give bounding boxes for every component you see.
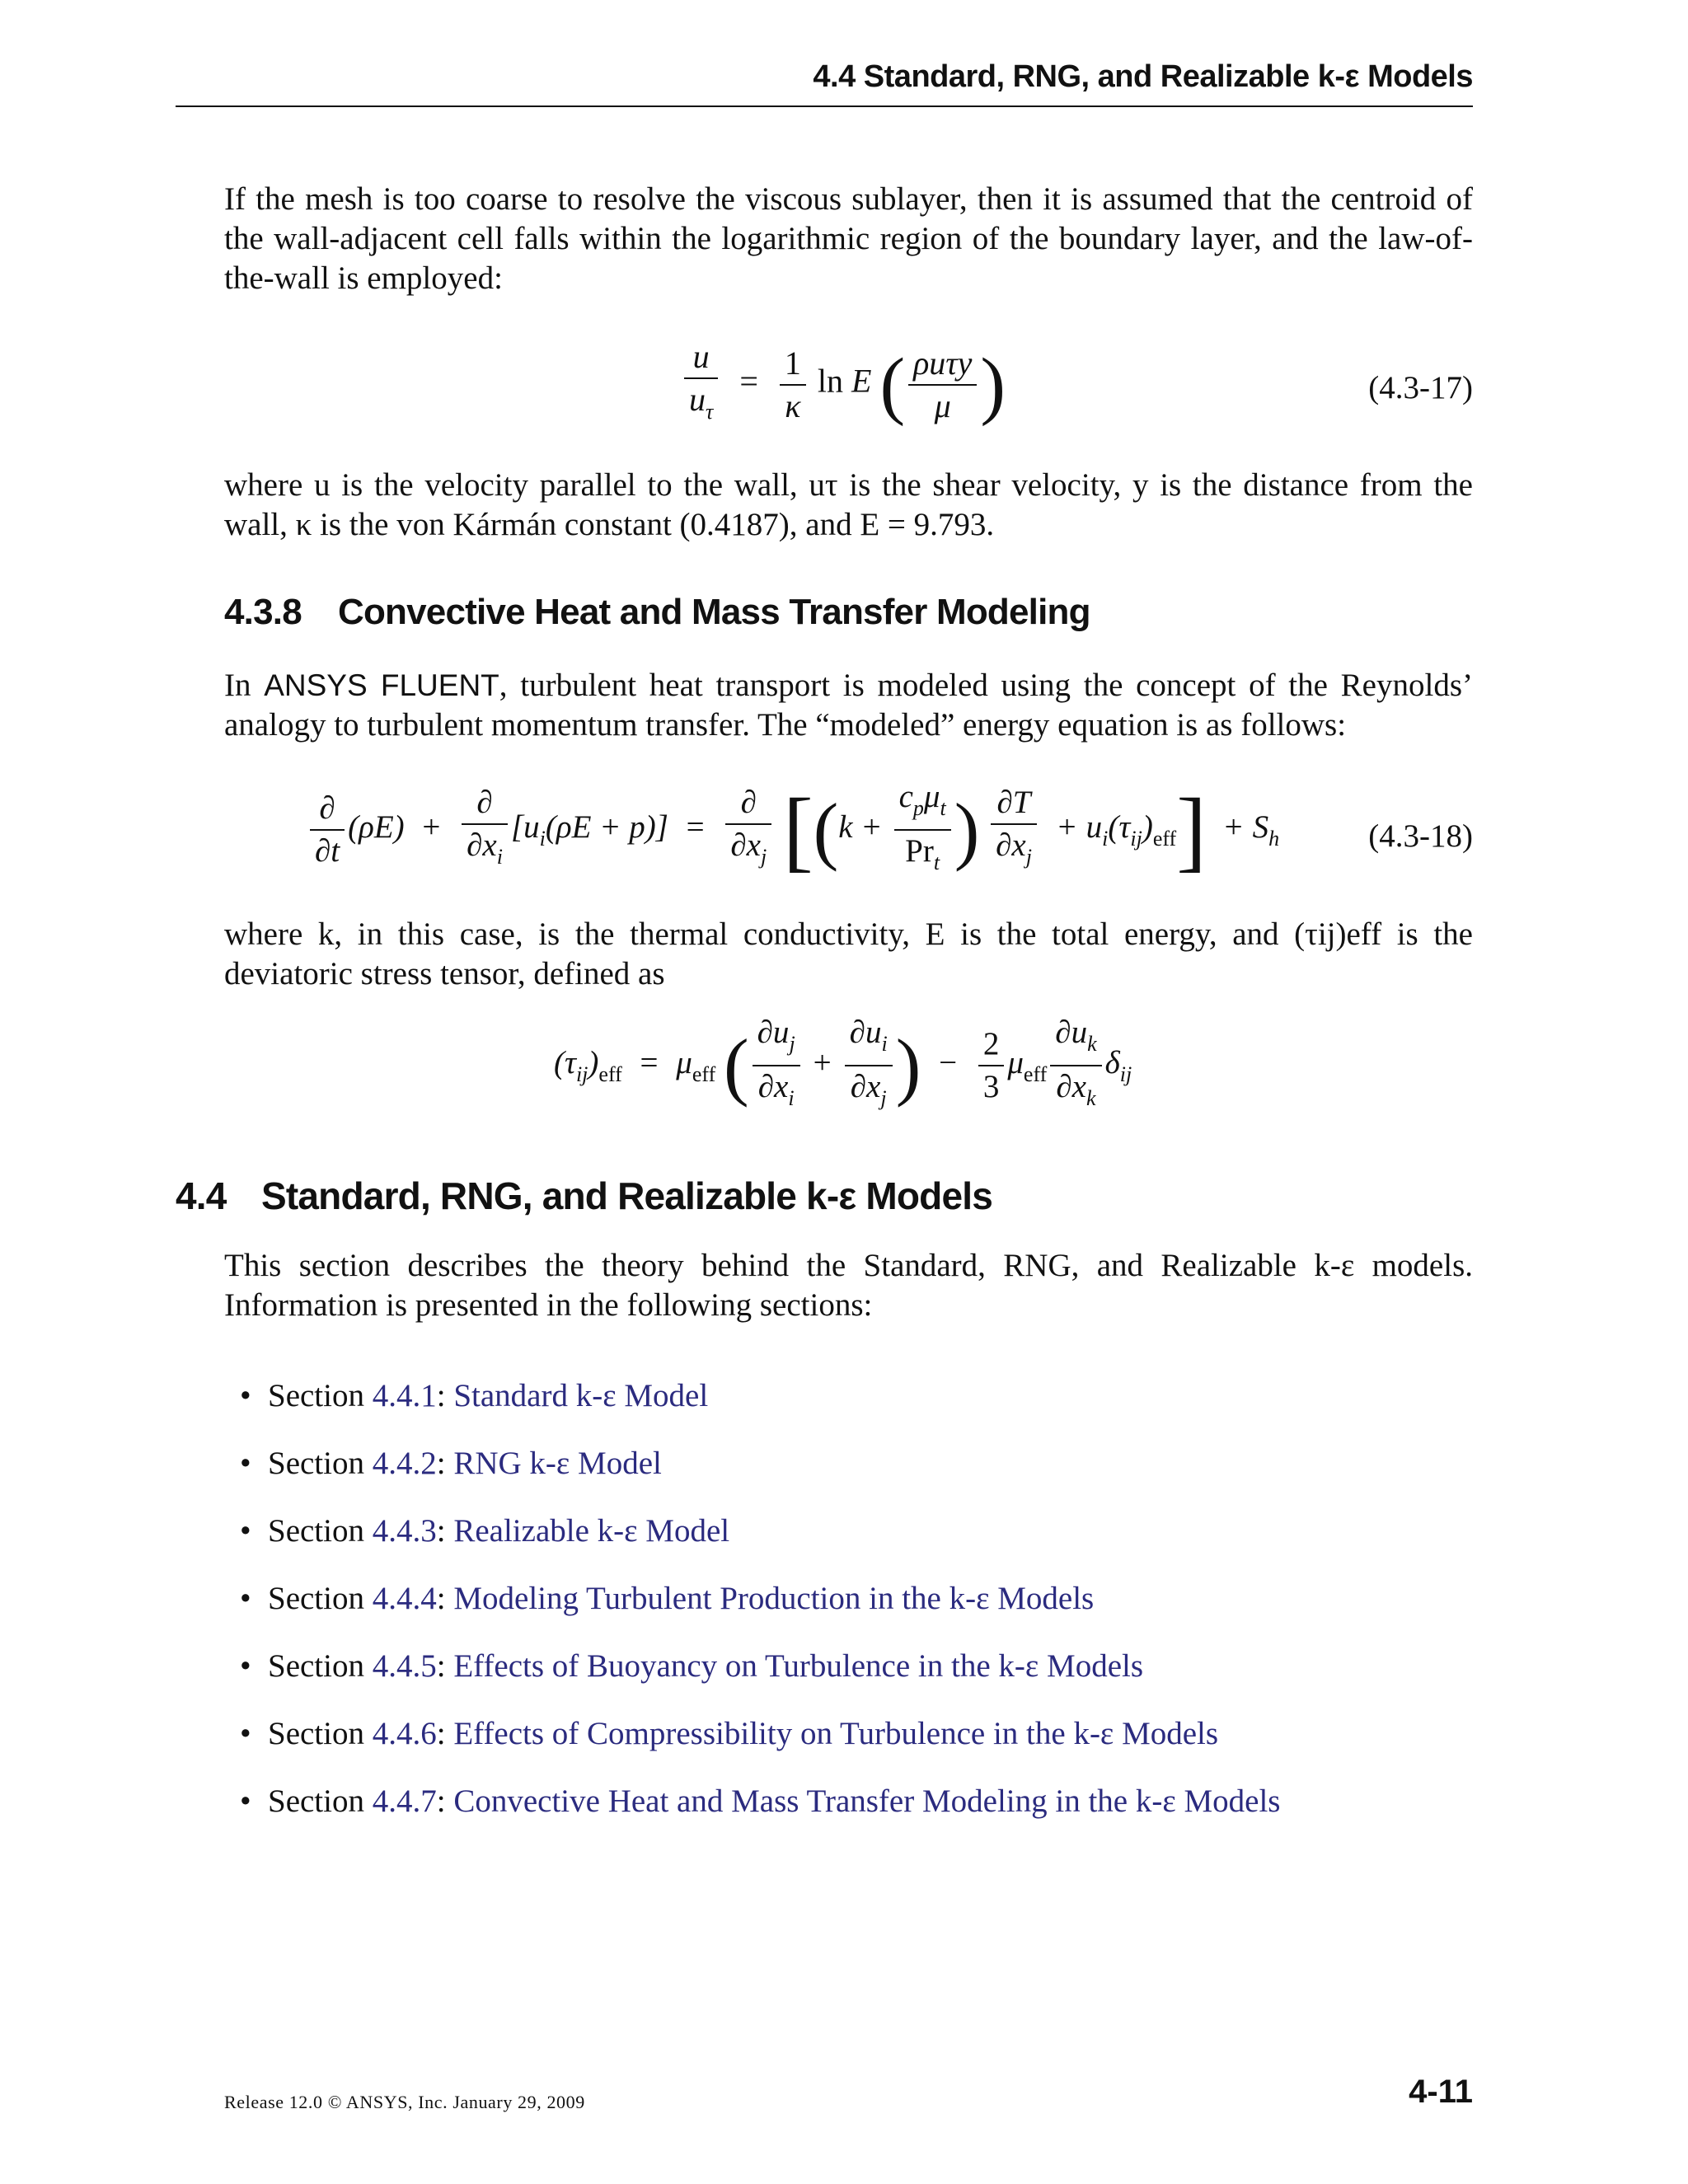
bullet-icon: • bbox=[240, 1716, 251, 1751]
eq1-coefficient-fraction: $\frac{1}{\kappa}$ bbox=[780, 343, 806, 427]
section-link-title-4-4-5[interactable]: Effects of Buoyancy on Turbulence in the k-ε Models bbox=[453, 1648, 1144, 1684]
product-name: ANSYS FLUENT bbox=[264, 668, 499, 702]
bullet-icon: • bbox=[240, 1446, 251, 1481]
eq1-lhs-fraction: $\frac{u}{u_\tau}$ bbox=[684, 336, 718, 433]
section-link-4-4-4[interactable]: 4.4.4 bbox=[372, 1581, 437, 1616]
section-heading-4-3-8 bbox=[224, 592, 1090, 633]
bullet-icon: • bbox=[240, 1378, 251, 1413]
section-title: Standard, RNG, and Realizable k-ε Models bbox=[261, 1174, 993, 1217]
equation-4-3-17: $\frac{u}{u_\tau}$ = $\frac{1}{\kappa}$ ln E ( $\frac{\text{ρuτy}}{\mu}$ ) bbox=[681, 336, 1006, 433]
list-item: • Section 4.4.3: Realizable k-ε Model bbox=[268, 1511, 1280, 1579]
list-item: • Section 4.4.5: Effects of Buoyancy on Turbulence in the k-ε Models bbox=[268, 1647, 1280, 1714]
paragraph-law-of-wall-intro: If the mesh is too coarse to resolve the viscous sublayer, then it is assumed that the centroid of the wall-adjacent cell falls within the logarithmic region of the boundary layer, and the law-of-the-wall is employed: bbox=[224, 181, 1473, 296]
section-link-4-4-2[interactable]: 4.4.2 bbox=[372, 1446, 437, 1481]
section-link-4-4-3[interactable]: 4.4.3 bbox=[372, 1513, 437, 1549]
footer-release-info: Release 12.0 © ANSYS, Inc. January 29, 2009 bbox=[224, 2092, 585, 2112]
section-link-title-4-4-7[interactable]: Convective Heat and Mass Transfer Modeling in the k-ε Models bbox=[453, 1783, 1281, 1819]
list-item: • Section 4.4.6: Effects of Compressibility on Turbulence in the k-ε Models bbox=[268, 1714, 1280, 1782]
bullet-icon: • bbox=[240, 1581, 251, 1616]
section-link-4-4-6[interactable]: 4.4.6 bbox=[372, 1716, 437, 1751]
section-title: Convective Heat and Mass Transfer Modeling bbox=[338, 592, 1090, 632]
section-link-4-4-5[interactable]: 4.4.5 bbox=[372, 1648, 437, 1684]
page-number: 4-11 bbox=[1409, 2074, 1473, 2110]
list-item: • Section 4.4.4: Modeling Turbulent Production in the k-ε Models bbox=[268, 1579, 1280, 1647]
equation-stress-tensor: $(\tau_{ij})_{eff} = \mu_{eff}$ ( $\frac{\partial u_j}{\partial x_i}$ + $\frac{\partial u_i}{\partial x_j}$ ) − $\frac{2}{3}$ $\mu_{eff}$ $\frac{\partial u_k}{\partial x_k}$ $\delta_{ij}$ bbox=[554, 1012, 1132, 1119]
bullet-icon: • bbox=[240, 1783, 251, 1819]
section-link-4-4-7[interactable]: 4.4.7 bbox=[372, 1783, 437, 1819]
paragraph-variable-definitions: where u is the velocity parallel to the wall, uτ is the shear velocity, y is the distance from the wall, κ is the von Kármán constant (0.4187), and E = 9.793. bbox=[224, 467, 1473, 542]
running-header: 4.4 Standard, RNG, and Realizable k-ε Models bbox=[813, 59, 1473, 94]
equation-4-3-18: $\frac{\partial}{\partial t}$ (ρE) + $\frac{\partial}{\partial x_i}$ $[u_i(\rho E + p)]$ = $\frac{\partial}{\partial x_j}$ [(k + $\frac{c_p\mu_t}{Pr_t}$ ) $\frac{\partial T}{\partial x_j}$ + $u_i(\tau_{ij})_{eff}] + S_h$ bbox=[307, 776, 1279, 883]
paragraph-energy-equation-intro: In ANSYS FLUENT, turbulent heat transport is modeled using the concept of the Reynolds’ analogy to turbulent momentum transfer. The “modeled” energy equation is as follows: bbox=[224, 668, 1473, 743]
section-number: 4.3.8 bbox=[224, 592, 302, 632]
equation-number-4-3-17: (4.3-17) bbox=[1368, 370, 1473, 405]
section-link-list bbox=[240, 1376, 1281, 1849]
list-item: • Section 4.4.2: RNG k-ε Model bbox=[268, 1444, 1280, 1511]
section-link-title-4-4-6[interactable]: Effects of Compressibility on Turbulence in the k-ε Models bbox=[453, 1716, 1219, 1751]
section-link-title-4-4-1[interactable]: Standard k-ε Model bbox=[453, 1378, 709, 1413]
section-heading-4-4 bbox=[176, 1174, 992, 1218]
list-item: • Section 4.4.7: Convective Heat and Mass Transfer Modeling in the k-ε Models bbox=[268, 1782, 1280, 1849]
section-link-4-4-1[interactable]: 4.4.1 bbox=[372, 1378, 437, 1413]
paragraph-stress-tensor-intro: where k, in this case, is the thermal conductivity, E is the total energy, and (τij)eff is the deviatoric stress tensor, defined as bbox=[224, 916, 1473, 991]
bullet-icon: • bbox=[240, 1648, 251, 1684]
section-link-title-4-4-4[interactable]: Modeling Turbulent Production in the k-ε Models bbox=[453, 1581, 1095, 1616]
eq1-argument-fraction: $\frac{\text{ρuτy}}{\mu}$ bbox=[908, 343, 977, 427]
equation-number-4-3-18: (4.3-18) bbox=[1368, 818, 1473, 854]
paragraph-section-intro: This section describes the theory behind the Standard, RNG, and Realizable k-ε models. Information is presented in the following sections: bbox=[224, 1248, 1473, 1323]
section-link-title-4-4-2[interactable]: RNG k-ε Model bbox=[453, 1446, 662, 1481]
header-rule bbox=[176, 105, 1473, 107]
list-item: • Section 4.4.1: Standard k-ε Model bbox=[268, 1376, 1280, 1444]
section-link-title-4-4-3[interactable]: Realizable k-ε Model bbox=[453, 1513, 730, 1549]
section-number: 4.4 bbox=[176, 1174, 227, 1217]
bullet-icon: • bbox=[240, 1513, 251, 1549]
